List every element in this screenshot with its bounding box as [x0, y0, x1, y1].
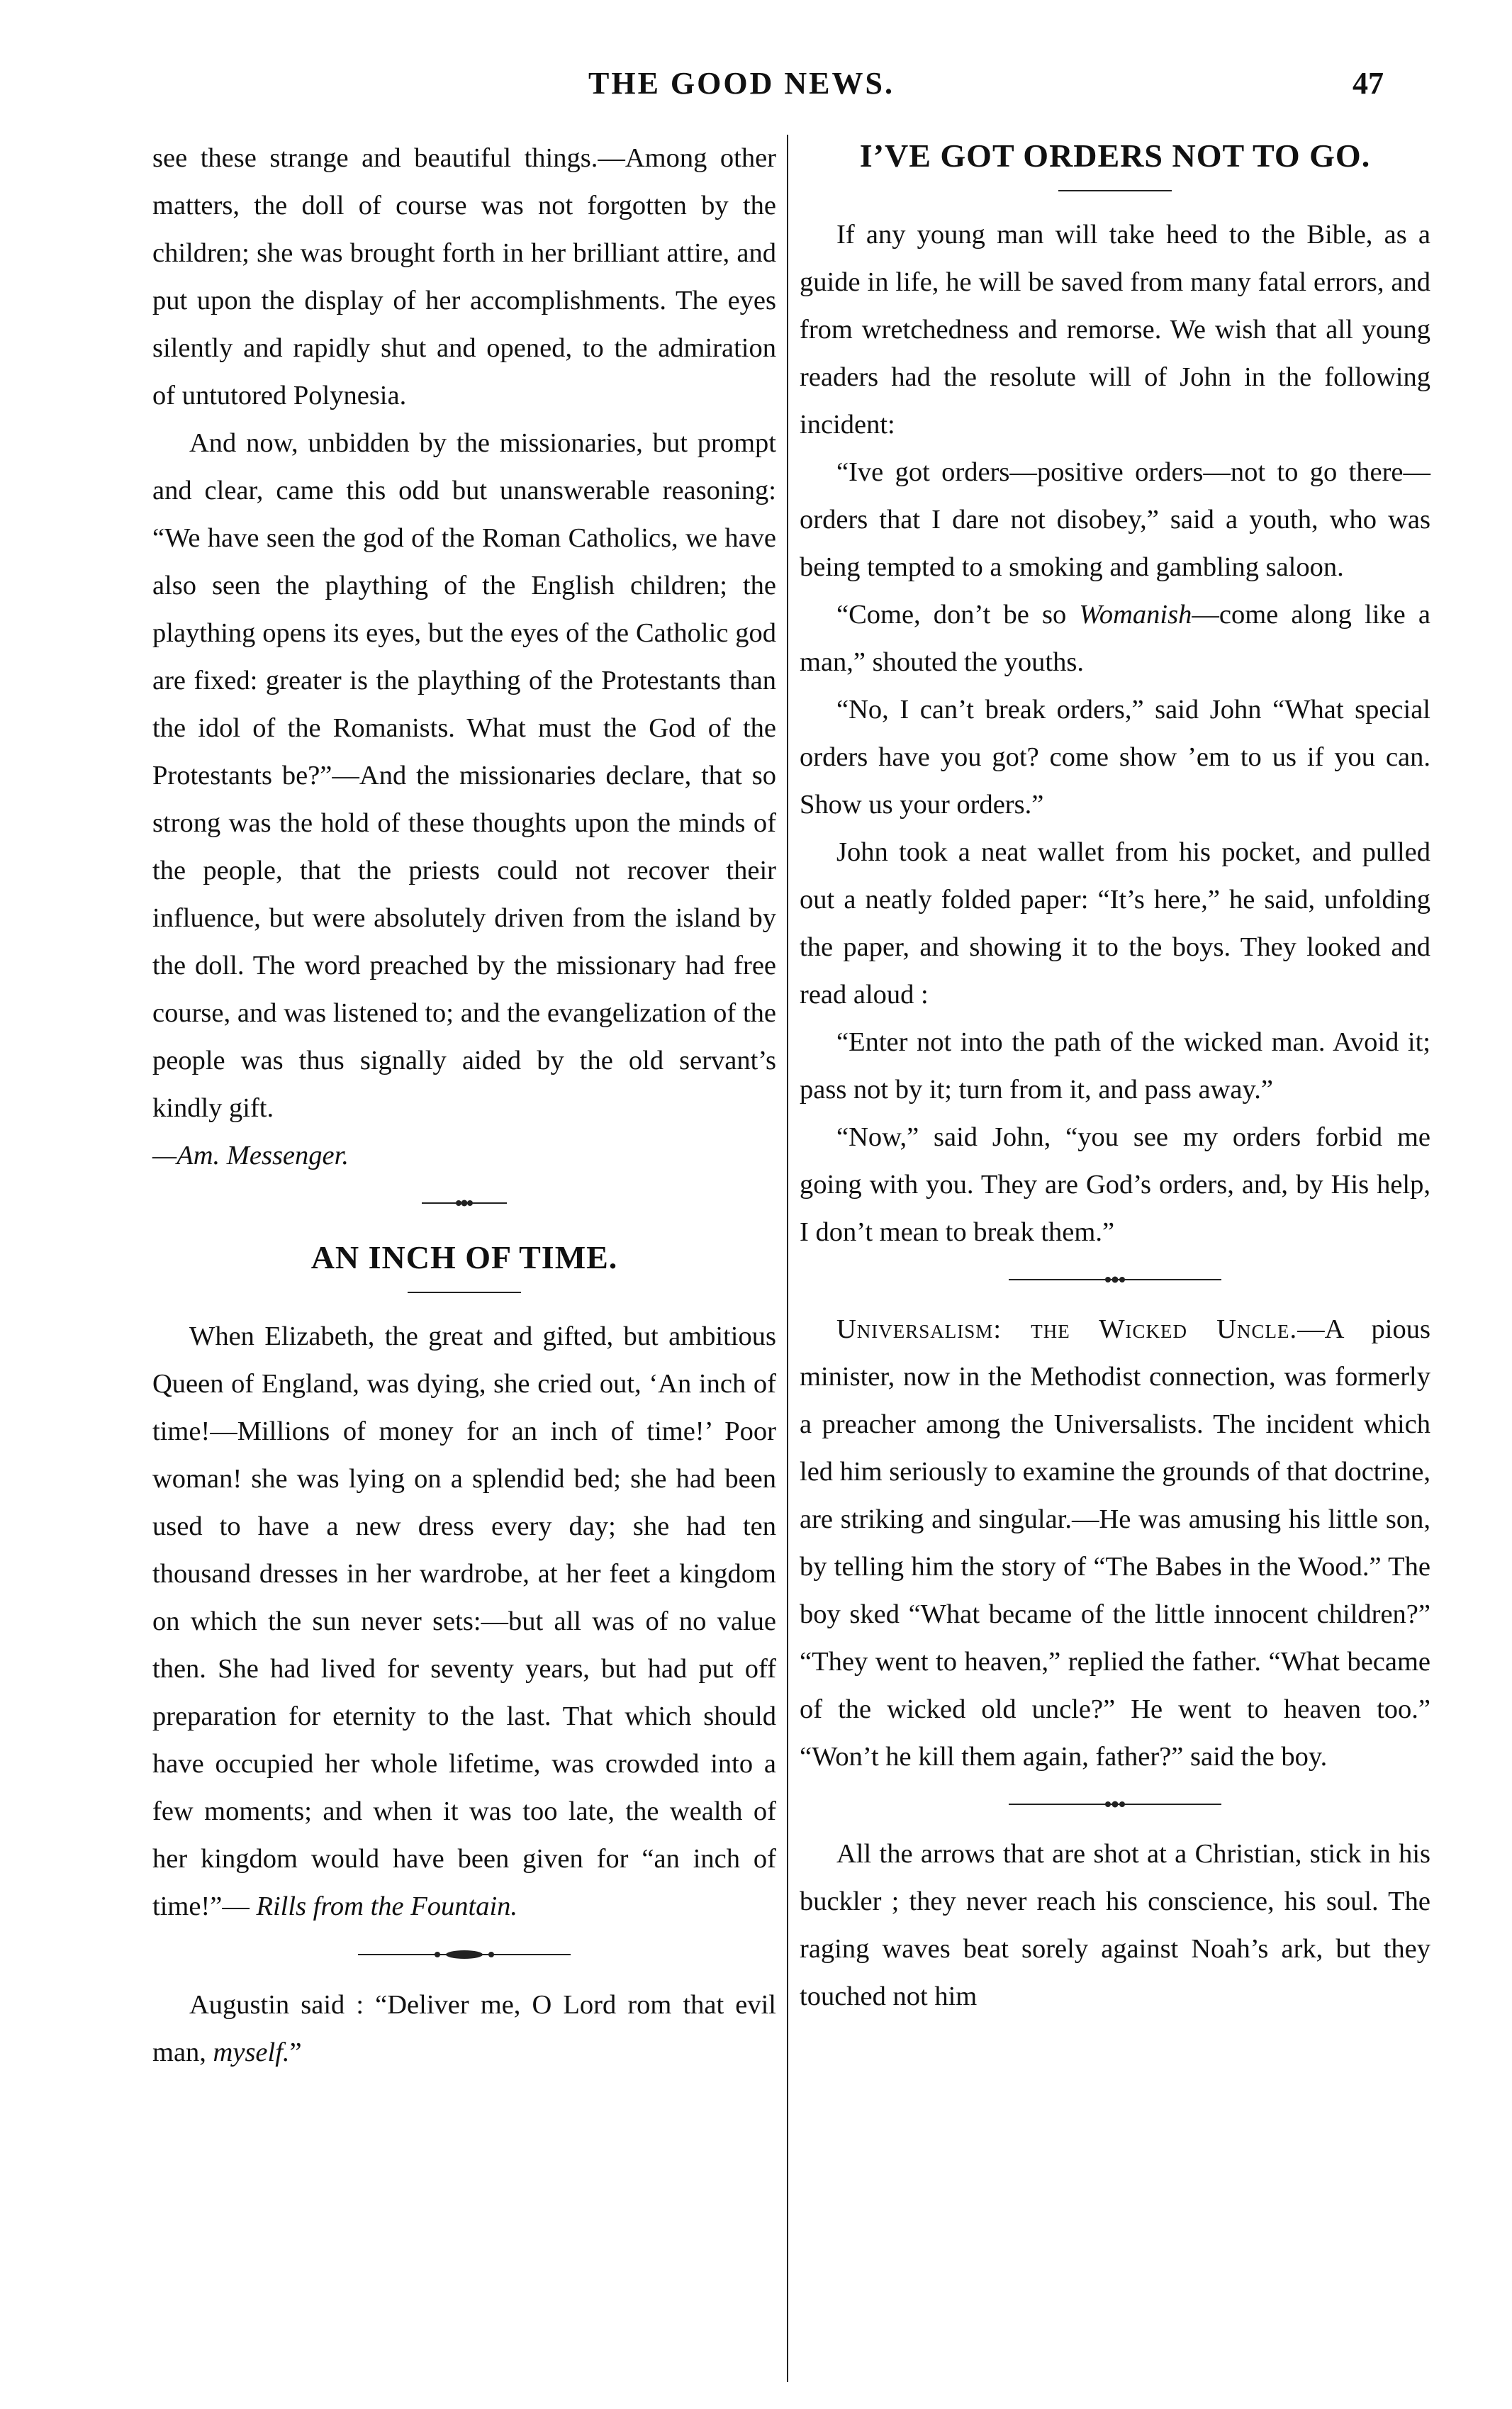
- orders-dialogue-3: “No, I can’t break orders,” said John “What special orders have you got? come show ’em to us if you can. Show us your orders.”: [800, 695, 1430, 820]
- augustin-lead: Augustin said : “Deliver me, O Lord rom that evil man,: [152, 1990, 776, 2067]
- orders-dialogue-1: “Ive got orders—positive orders—not to go there—orders that I dare not disobey,” said a youth, who was being tempted to a smoking and gambling saloon.: [800, 457, 1430, 582]
- ornamental-divider: [1009, 1799, 1221, 1809]
- universalism-lead: Universalism: the Wicked Uncle.: [836, 1314, 1298, 1344]
- ornamental-divider-long: [358, 1949, 571, 1960]
- ornamental-divider: [1009, 1275, 1221, 1285]
- heading-rule: [408, 1292, 521, 1293]
- missionaries-paragraph: [152, 420, 776, 1132]
- orders-dialogue-2: [800, 591, 1430, 686]
- page-number: 47: [1353, 66, 1384, 101]
- arrows-paragraph: All the arrows that are shot at a Christian, stick in his buckler ; they never reach his conscience, his soul. The raging waves beat sorely against Noah’s ark, but they touched not him: [800, 1839, 1430, 2011]
- come-lead: “Come, don’t be so: [836, 600, 1080, 630]
- fountain-credit: Rills from the Fountain.: [256, 1891, 518, 1921]
- augustin-emphasis: myself.: [213, 2038, 290, 2067]
- missionaries-text: And now, unbidden by the missionaries, but prompt and clear, came this odd but unanswerable reasoning: “We have seen the god of the Roman Catholics, we have also seen the plaything of the English children; the plaything opens its eyes, but the eyes of the Catholic god are fixed: greater is the plaything of the Protestants than the idol of the Romanists. What must the God of the Protestants be?”—And the missionaries declare, that so strong was the hold of these thoughts upon the minds of the people, that the priests could not recover their influence, but were absolutely driven from the island by the doll. The word preached by the missionary had free course, and was listened to; and the evangelization of the people was thus signally aided by the old servant’s kindly gift.: [152, 428, 776, 1123]
- orders-heading: I’VE GOT ORDERS NOT TO GO.: [859, 138, 1371, 174]
- womanish-emphasis: Womanish: [1079, 600, 1192, 630]
- continued-paragraph: see these strange and beautiful things.—Among other matters, the doll of course was not forgotten by the children; she was brought forth in her brilliant attire, and put upon the display of her accomplishments. The eyes silently and rapidly shut and opened, to the admiration of untutored Polynesia.: [152, 143, 776, 410]
- scripture-quote: “Enter not into the path of the wicked man. Avoid it; pass not by it; turn from it, and pass away.”: [800, 1027, 1430, 1105]
- running-head: [0, 65, 1512, 108]
- left-column: [152, 135, 776, 2077]
- augustin-end: ”: [289, 2038, 302, 2067]
- universalism-paragraph: [800, 1306, 1430, 1781]
- heading-rule: [1058, 190, 1172, 191]
- come-end: —come along like a man,” shouted the youths.: [800, 600, 1430, 677]
- universalism-text: —A pious minister, now in the Methodist connection, was formerly a preacher among the Universalists. The incident which led him seriously to examine the grounds of that doctrine, are striking and singular.—He was amusing his little son, by telling him the story of “The Babes in the Wood.” The boy sked “What became of the little innocent children?” “They went to heaven,” replied the father. “What became of the wicked old uncle?” He went to heaven too.” “Won’t he kill them again, father?” said the boy.: [800, 1314, 1430, 1772]
- inch-of-time-text: When Elizabeth, the great and gifted, but ambitious Queen of England, was dying, she cried out, ‘An inch of time!—Millions of money for an inch of time!’ Poor woman! she was lying on a splendid bed; she had been used to have a new dress every day; she had ten thousand dresses in her wardrobe, at her feet a kingdom on which the sun never sets:—but all was of no value then. She had lived for seventy years, but had put off preparation for eternity to the last. That which should have occupied her whole lifetime, was crowded into a few moments; and when it was too late, the wealth of her kingdom would have been given for “an inch of time!”—: [152, 1321, 776, 1921]
- inch-of-time-heading: AN INCH OF TIME.: [310, 1239, 618, 1275]
- wallet-paragraph: John took a neat wallet from his pocket, and pulled out a neatly folded paper: “It’s here,” he said, unfolding the paper, and showing it to the boys. They looked and read aloud :: [800, 837, 1430, 1010]
- john-reply: “Now,” said John, “you see my orders forbid me going with you. They are God’s orders, and, by His help, I don’t mean to break them.”: [800, 1122, 1430, 1247]
- orders-intro: If any young man will take heed to the Bible, as a guide in life, he will be saved from many fatal errors, and from wretchedness and remorse. We wish that all young readers had the resolute will of John in the following incident:: [800, 220, 1430, 440]
- running-title: THE GOOD NEWS.: [588, 66, 895, 101]
- ornamental-divider: [422, 1198, 507, 1208]
- augustin-quote: [152, 1982, 776, 2077]
- column-rule: [787, 135, 788, 2382]
- messenger-credit: —Am. Messenger.: [152, 1141, 349, 1170]
- inch-of-time-body: [152, 1313, 776, 1930]
- right-column: [800, 135, 1430, 2020]
